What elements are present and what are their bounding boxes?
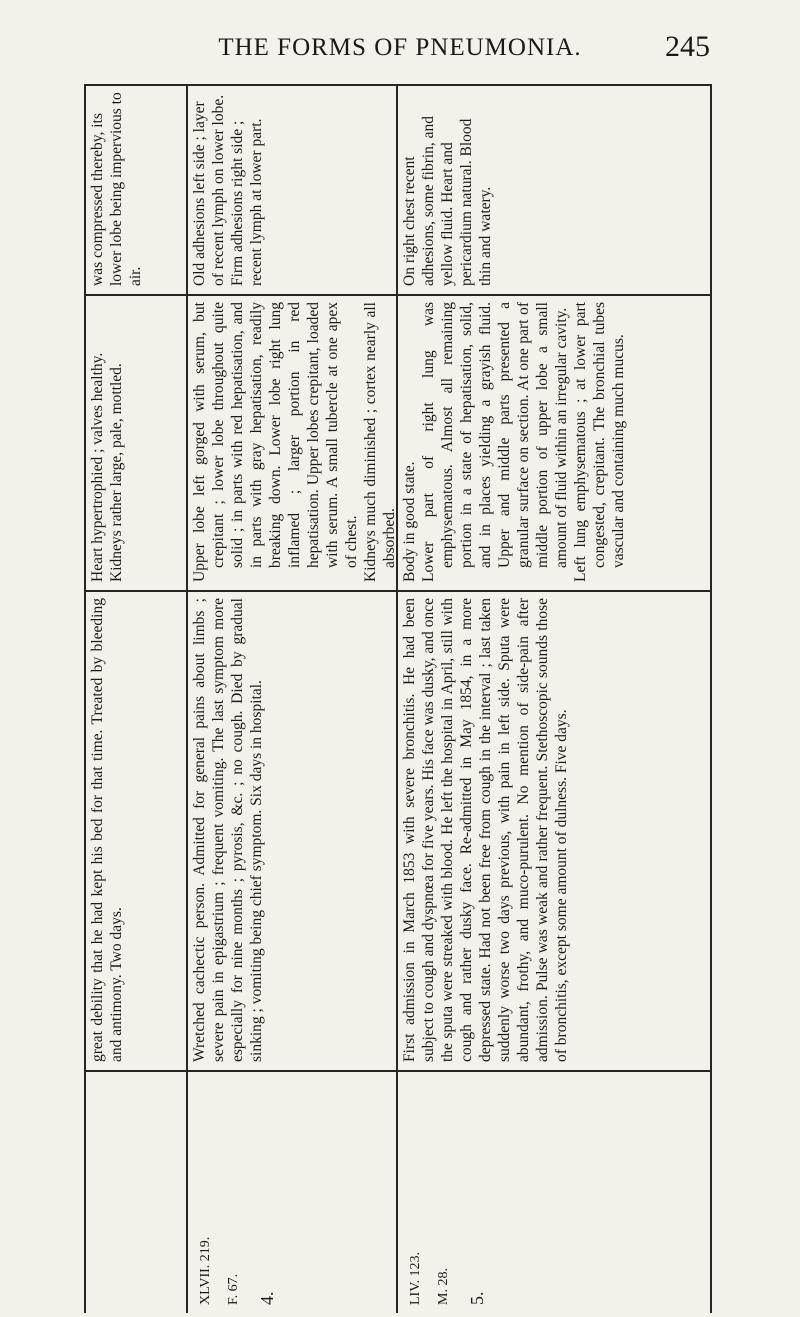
row-1-remarks (188, 86, 396, 294)
row-0-post-mortem (86, 296, 186, 590)
case-reference: XLVII. 219. (198, 1236, 213, 1305)
row-2-history (398, 592, 710, 1070)
row-1-post-mortem (188, 296, 396, 590)
row-2-post-mortem (398, 296, 710, 590)
history-text: great debility that he had kept his bed for that time. Treated by bleeding and antimony. Two days. (89, 598, 125, 1062)
case-reference: LIV. 123. (408, 1251, 423, 1305)
sex-age: M. 28. (436, 1268, 451, 1305)
post-mortem-paragraph: Upper lobe left gorged with serum, but crepitant ; lower lobe throughout quite solid ; in parts with red hepatisation, and in parts with gray hepatisation, readily breaking down. Lower lobe right lung inflamed ; larger portion in red hepatisation. Upper lobes crepitant, loaded with serum. A small tubercle at one apex of chest. (191, 302, 360, 582)
row-0-history (86, 592, 186, 1070)
post-mortem-paragraph: Lower part of right lung was emphysematous. Almost all remaining portion in a state of hepatisation, solid, and in places yielding a grayish fluid. Upper and middle parts presented a granular surface on section. At one part of middle portion of upper lobe a small amount of fluid within an irregular cavity. (420, 302, 570, 582)
page-number: 245 (665, 30, 710, 63)
case-number: 4. (257, 1291, 277, 1305)
remarks-text: Old adhesions left side ; layer of recent lymph on lower lobe. Firm adhesions right side ; recent lymph at lower part. (191, 94, 265, 286)
post-mortem-paragraph: Kidneys much diminished ; cortex nearly all absorbed. (362, 302, 398, 582)
history-text: First admission in March 1853 with severe bronchitis. He had been subject to cough and dyspnœa for five years. His face was dusky, and once the sputa were streaked with blood. He left the hospital in April, still with cough and rather dusky face. Re-admitted in May 1854, in a more depressed state. Had not been free from cough in the interval ; last taken suddenly worse two days previous, with pain in left side. Sputa were abundant, frothy, and muco-purulent. No mention of side-pain after admission. Pulse was weak and rather frequent. Stethoscopic sounds those of bronchitis, except some amount of dulness. Five days. (401, 598, 570, 1062)
row-2-case (398, 1072, 710, 1313)
post-mortem-paragraph: Body in good state. (401, 461, 418, 582)
post-mortem-paragraph: Kidneys rather large, pale, mottled. (108, 363, 125, 582)
remarks-text: On right chest recent adhesions, some fibrin, and yellow fluid. Heart and pericardium natural. Blood thin and watery. (401, 115, 494, 286)
row-2-remarks (398, 86, 710, 294)
page-header (0, 0, 800, 80)
case-number: 5. (467, 1291, 487, 1305)
row-1-history (188, 592, 396, 1070)
row-1-case (188, 1072, 396, 1313)
sex-age: F. 67. (226, 1273, 241, 1305)
post-mortem-paragraph: Heart hypertrophied ; valves healthy. (89, 352, 106, 582)
remarks-text: was compressed thereby, its lower lobe being impervious to air. (89, 92, 144, 286)
history-text: Wretched cachectic person. Admitted for general pains about limbs ; severe pain in epigastrium ; frequent vomiting. The last symptom more especially for nine months ; pyrosis, &c. ; no cough. Died by gradual sinking ; vomiting being chief symptom. Six days in hospital. (191, 598, 265, 1062)
row-0-remarks (86, 86, 186, 294)
running-title: THE FORMS OF PNEUMONIA. (218, 34, 582, 61)
table-rule-right (710, 84, 712, 1313)
post-mortem-paragraph: Left lung emphysematous ; at lower part congested, crepitant. The bronchial tubes vascular and containing much mucus. (572, 302, 627, 582)
